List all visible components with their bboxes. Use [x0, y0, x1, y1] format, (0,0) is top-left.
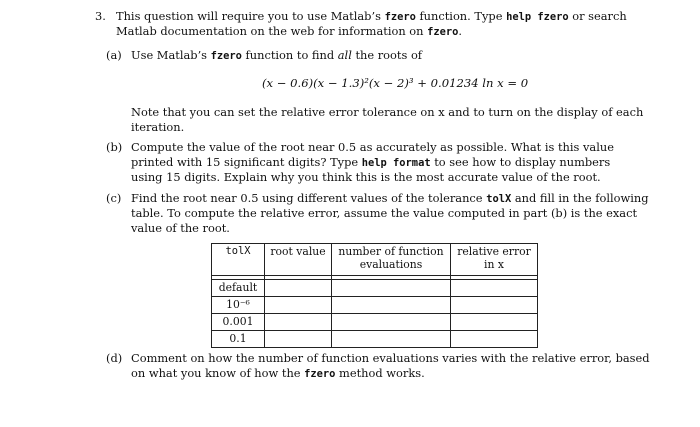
- table-cell-tolx: 0.1: [212, 331, 265, 348]
- part-a-label: (a): [106, 48, 122, 62]
- part-c-label: (c): [106, 191, 122, 205]
- part-b-label: (b): [106, 140, 123, 154]
- table-cell-empty[interactable]: [265, 297, 332, 314]
- part-a-note-line2: iteration.: [131, 120, 185, 134]
- part-c-line1: Find the root near 0.5 using different values of the tolerance tolX and fill in the following: [131, 191, 649, 205]
- question-intro-line2: Matlab documentation on the web for information on fzero.: [116, 24, 463, 38]
- question-number: 3.: [95, 9, 106, 23]
- part-a-note-line1: Note that you can set the relative error tolerance on x and to turn on the display of each: [131, 105, 644, 119]
- table-cell-empty[interactable]: [332, 280, 451, 297]
- question-intro-line1: This question will require you to use Matlab’s fzero function. Type help fzero or search: [116, 9, 627, 23]
- table-cell-empty[interactable]: [451, 280, 538, 297]
- table-row: [212, 280, 538, 297]
- table-cell-empty[interactable]: [265, 314, 332, 331]
- part-a-line1: Use Matlab’s fzero function to find all the roots of: [131, 48, 423, 62]
- tolerance-table: [211, 243, 538, 348]
- table-row: [212, 331, 538, 348]
- table-cell-empty[interactable]: [265, 331, 332, 348]
- table-cell-empty[interactable]: [332, 297, 451, 314]
- table-cell-tolx: 0.001: [212, 314, 265, 331]
- table-cell-tolx: 10⁻⁶: [212, 297, 265, 314]
- table-cell-tolx: default: [212, 280, 265, 297]
- table-cell-empty[interactable]: [451, 314, 538, 331]
- table-row: [212, 297, 538, 314]
- part-d-label: (d): [106, 351, 123, 365]
- equation: (x − 0.6)(x − 1.3)²(x − 2)³ + 0.01234 ln x = 0: [262, 76, 529, 90]
- table-cell-empty[interactable]: [451, 331, 538, 348]
- table-header-function-evaluations: number of function evaluations: [332, 244, 451, 276]
- table-cell-empty[interactable]: [265, 280, 332, 297]
- part-b-line3: using 15 digits. Explain why you think this is the most accurate value of the root.: [131, 170, 601, 184]
- table-cell-empty[interactable]: [332, 331, 451, 348]
- table-row: [212, 314, 538, 331]
- table-cell-empty[interactable]: [332, 314, 451, 331]
- table-header-relative-error: relative error in x: [451, 244, 538, 276]
- table-header-root-value: root value: [265, 244, 332, 276]
- part-c-line3: value of the root.: [131, 221, 230, 235]
- part-d-line1: Comment on how the number of function evaluations varies with the relative error, based: [131, 351, 650, 365]
- table-cell-empty[interactable]: [451, 297, 538, 314]
- part-d-line2: on what you know of how the fzero method works.: [131, 366, 425, 380]
- part-b-line2: printed with 15 significant digits? Type help format to see how to display numbers: [131, 155, 611, 169]
- part-c-line2: table. To compute the relative error, assume the value computed in part (b) is the exact: [131, 206, 638, 220]
- table-header-tolx: tolX: [212, 244, 265, 276]
- table-header-row: [212, 244, 538, 276]
- part-b-line1: Compute the value of the root near 0.5 as accurately as possible. What is this value: [131, 140, 614, 154]
